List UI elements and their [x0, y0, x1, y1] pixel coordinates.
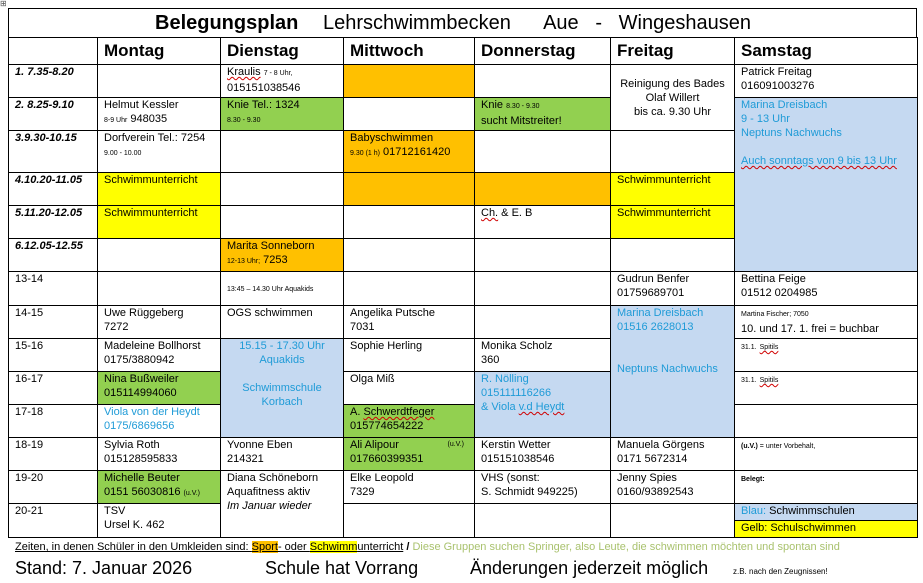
- title-main: Belegungsplan: [155, 12, 299, 34]
- table-cell[interactable]: [344, 272, 475, 306]
- legend-blue: Blau: Schwimmschulen: [735, 504, 917, 521]
- table-row: [9, 65, 918, 98]
- table-cell[interactable]: Reinigung des Bades Olaf Willert bis ca. 9.30 Uhr: [611, 65, 735, 131]
- table-cell[interactable]: [475, 173, 611, 206]
- table-cell[interactable]: [611, 131, 735, 173]
- table-cell[interactable]: Sylvia Roth 015128595833: [98, 438, 221, 471]
- table-cell[interactable]: [344, 239, 475, 272]
- corner-cell: [9, 38, 98, 65]
- table-cell[interactable]: Sophie Herling: [344, 339, 475, 372]
- table-cell[interactable]: Schwimmunterricht: [98, 206, 221, 239]
- header-row: [9, 38, 918, 65]
- table-cell[interactable]: Diana Schöneborn Aquafitness aktiv Im Januar wieder: [221, 471, 344, 538]
- time-slot: 18-19: [9, 438, 98, 471]
- time-slot: 3.9.30-10.15: [9, 131, 98, 173]
- table-cell[interactable]: Marita Sonneborn 12-13 Uhr; 7253: [221, 239, 344, 272]
- changes-example: z.B. nach den Zeugnissen!: [733, 567, 828, 576]
- time-slot: 17-18: [9, 405, 98, 438]
- table-cell[interactable]: Monika Scholz 360: [475, 339, 611, 372]
- table-cell[interactable]: TSV Ursel K. 462: [98, 504, 221, 538]
- time-slot: 19-20: [9, 471, 98, 504]
- table-cell[interactable]: Manuela Görgens 0171 5672314: [611, 438, 735, 471]
- day-header: Freitag: [611, 38, 735, 65]
- table-cell[interactable]: Patrick Freitag 016091003276: [735, 65, 918, 98]
- table-cell[interactable]: [475, 65, 611, 98]
- table-cell[interactable]: Schwimmunterricht: [611, 173, 735, 206]
- table-cell[interactable]: [475, 306, 611, 339]
- table-cell[interactable]: Michelle Beuter 0151 56030816 (u.V.): [98, 471, 221, 504]
- title-location: Lehrschwimmbecken Aue - Wingeshausen: [323, 12, 751, 34]
- table-cell[interactable]: Babyschwimmen 9.30 (1 h) 01712161420: [344, 131, 475, 173]
- table-cell[interactable]: Kerstin Wetter 015151038546: [475, 438, 611, 471]
- table-cell[interactable]: Schwimmunterricht: [611, 206, 735, 239]
- legend-cell: [735, 504, 918, 538]
- day-header: Samstag: [735, 38, 918, 65]
- table-cell[interactable]: Viola von der Heydt 0175/6869656: [98, 405, 221, 438]
- table-row: [9, 339, 918, 372]
- table-cell[interactable]: Kraulis 7 - 8 Uhr, 015151038546: [221, 65, 344, 98]
- table-cell[interactable]: [221, 206, 344, 239]
- time-slot: 2. 8.25-9.10: [9, 98, 98, 131]
- page-title: [8, 8, 917, 37]
- table-cell[interactable]: Marina Dreisbach 01516 2628013 Neptuns Nachwuchs: [611, 306, 735, 438]
- table-cell[interactable]: A. Schwerdtfeger 015774654222: [344, 405, 475, 438]
- table-cell[interactable]: Dorfverein Tel.: 7254 9.00 - 10.00: [98, 131, 221, 173]
- school-priority: Schule hat Vorrang: [265, 558, 419, 578]
- table-cell[interactable]: [475, 272, 611, 306]
- table-move-handle-icon[interactable]: ⊞: [0, 0, 7, 8]
- table-cell[interactable]: 13:45 – 14.30 Uhr Aquakids: [221, 272, 344, 306]
- table-cell[interactable]: Olga Miß: [344, 372, 475, 405]
- table-cell[interactable]: (u.V.) Ali Alipour 017660399351: [344, 438, 475, 471]
- table-cell[interactable]: [475, 504, 611, 538]
- table-row: [9, 471, 918, 504]
- time-slot: 16-17: [9, 372, 98, 405]
- table-cell[interactable]: 15.15 - 17.30 Uhr Aquakids Schwimmschule Korbach: [221, 339, 344, 438]
- table-cell[interactable]: [221, 131, 344, 173]
- day-header: Dienstag: [221, 38, 344, 65]
- table-cell[interactable]: (u.V.) = unter Vorbehalt,: [735, 438, 918, 471]
- table-row: [9, 438, 918, 471]
- table-cell[interactable]: [344, 173, 475, 206]
- table-cell[interactable]: Schwimmunterricht: [98, 173, 221, 206]
- table-cell[interactable]: Madeleine Bollhorst 0175/3880942: [98, 339, 221, 372]
- day-header: Donnerstag: [475, 38, 611, 65]
- table-cell[interactable]: [611, 239, 735, 272]
- table-row: [9, 504, 918, 538]
- table-cell[interactable]: Marina Dreisbach 9 - 13 Uhr Neptuns Nachwuchs Auch sonntags von 9 bis 13 Uhr: [735, 98, 918, 272]
- table-cell[interactable]: [98, 65, 221, 98]
- table-row: [9, 405, 918, 438]
- table-cell[interactable]: [344, 98, 475, 131]
- table-cell[interactable]: Jenny Spies 0160/93892543: [611, 471, 735, 504]
- time-slot: 13-14: [9, 272, 98, 306]
- table-cell[interactable]: Yvonne Eben 214321: [221, 438, 344, 471]
- time-slot: 20-21: [9, 504, 98, 538]
- changes-note: Änderungen jederzeit möglich: [470, 558, 709, 578]
- time-slot: 4.10.20-11.05: [9, 173, 98, 206]
- legend-yellow: Gelb: Schulschwimmen: [735, 521, 917, 537]
- table-row: [9, 98, 918, 131]
- table-cell[interactable]: [344, 65, 475, 98]
- table-cell[interactable]: [221, 173, 344, 206]
- table-cell[interactable]: Knie 8.30 - 9.30 sucht Mitstreiter!: [475, 98, 611, 131]
- footer-note: Zeiten, in denen Schüler in den Umkleiden sind: Sport- oder Schwimmunterricht / Diese Gruppen suchen Springer, also Leute, die schwimmen möchten und spontan sind: [15, 541, 840, 553]
- time-slot: 1. 7.35-8.20: [9, 65, 98, 98]
- table-cell[interactable]: [475, 239, 611, 272]
- stand-date: Stand: 7. Januar 2026: [15, 558, 193, 578]
- table-cell[interactable]: 31.1. Spitils: [735, 372, 918, 405]
- table-cell[interactable]: [735, 405, 918, 438]
- table-cell[interactable]: R. Nölling 015111116266 & Viola v.d Heydt: [475, 372, 611, 438]
- time-slot: 6.12.05-12.55: [9, 239, 98, 272]
- schedule-table: [8, 37, 918, 538]
- table-row: [9, 372, 918, 405]
- table-row: [9, 306, 918, 339]
- table-cell[interactable]: Angelika Putsche 7031: [344, 306, 475, 339]
- time-slot: 15-16: [9, 339, 98, 372]
- table-cell[interactable]: Belegt:: [735, 471, 918, 504]
- table-cell[interactable]: Uwe Rüggeberg 7272: [98, 306, 221, 339]
- table-cell[interactable]: OGS schwimmen: [221, 306, 344, 339]
- table-cell[interactable]: Gudrun Benfer 01759689701: [611, 272, 735, 306]
- table-cell[interactable]: Ch. & E. B: [475, 206, 611, 239]
- table-cell[interactable]: VHS (sonst: S. Schmidt 949225): [475, 471, 611, 504]
- table-cell[interactable]: 31.1. Spitils: [735, 339, 918, 372]
- table-cell[interactable]: Martina Fischer; 7050 10. und 17. 1. frei = buchbar: [735, 306, 918, 339]
- table-cell[interactable]: Knie Tel.: 1324 8.30 - 9.30: [221, 98, 344, 131]
- table-cell[interactable]: [475, 131, 611, 173]
- table-cell[interactable]: [611, 504, 735, 538]
- table-cell[interactable]: [344, 206, 475, 239]
- time-slot: 14-15: [9, 306, 98, 339]
- table-cell[interactable]: [344, 504, 475, 538]
- day-header: Montag: [98, 38, 221, 65]
- table-cell[interactable]: Helmut Kessler 8-9 Uhr 948035: [98, 98, 221, 131]
- table-cell[interactable]: Nina Bußweiler 015114994060: [98, 372, 221, 405]
- table-row: [9, 272, 918, 306]
- table-cell[interactable]: Elke Leopold 7329: [344, 471, 475, 504]
- table-cell[interactable]: [98, 272, 221, 306]
- table-cell[interactable]: Bettina Feige 01512 0204985: [735, 272, 918, 306]
- day-header: Mittwoch: [344, 38, 475, 65]
- time-slot: 5.11.20-12.05: [9, 206, 98, 239]
- table-cell[interactable]: [98, 239, 221, 272]
